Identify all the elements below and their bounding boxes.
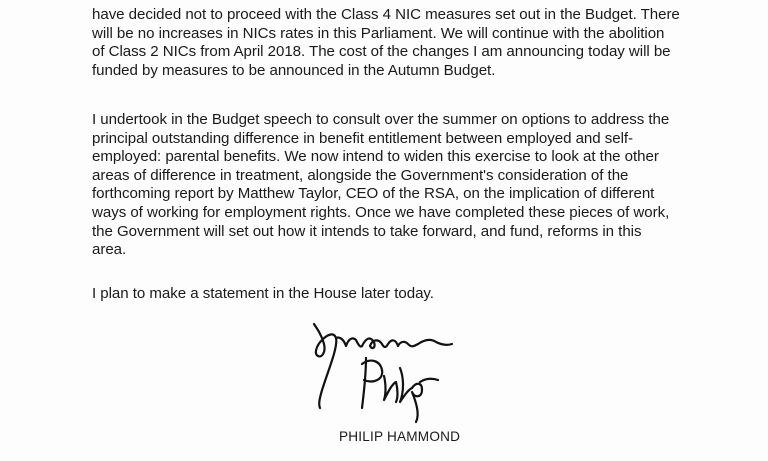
text-line: have decided not to proceed with the Class 4 NIC measures set out in the Budget. There bbox=[92, 6, 680, 23]
text-line: employed: parental benefits. We now intend to widen this exercise to look at the other bbox=[92, 148, 659, 166]
text-line: principal outstanding difference in benefit entitlement between employed and self- bbox=[92, 129, 634, 147]
text-line: forthcoming report by Matthew Taylor, CEO of the RSA, on the implication of different bbox=[92, 185, 655, 203]
text-line: I plan to make a statement in the House later today. bbox=[92, 285, 434, 302]
text-line: the Government will set out how it intends to take forward, and fund, reforms in this bbox=[92, 222, 642, 240]
text-line: area. bbox=[92, 241, 127, 259]
text-line: areas of difference in treatment, alongside the Government's consideration of the bbox=[92, 166, 629, 184]
signatory-name: PHILIP HAMMOND bbox=[339, 429, 461, 444]
paragraph-consultation bbox=[92, 111, 752, 260]
text-line: I undertook in the Budget speech to consult over the summer on options to address the bbox=[92, 111, 670, 128]
handwritten-signature bbox=[300, 318, 470, 428]
text-line: ways of working for employment rights. Once we have completed these pieces of work, bbox=[92, 203, 670, 221]
paragraph-statement bbox=[92, 285, 752, 304]
paragraph-nic-measures bbox=[92, 6, 752, 80]
text-line: will be no increases in NICs rates in this Parliament. We will continue with the abolition bbox=[92, 24, 665, 42]
text-line: of Class 2 NICs from April 2018. The cost of the changes I am announcing today will be bbox=[92, 43, 671, 61]
text-line: funded by measures to be announced in the Autumn Budget. bbox=[92, 61, 496, 79]
